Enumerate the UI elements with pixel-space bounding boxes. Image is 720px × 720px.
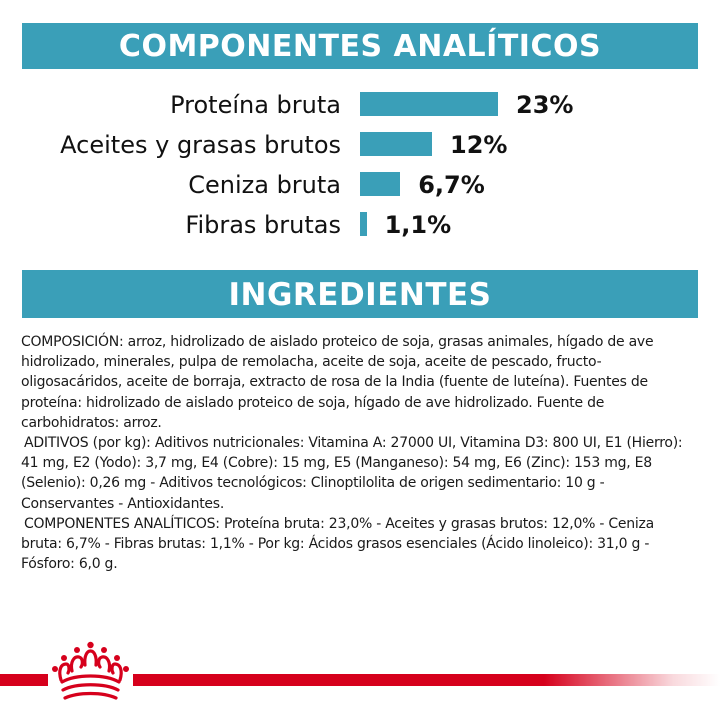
analytics-value-fat: 12% xyxy=(450,131,508,159)
ingredients-title-banner: INGREDIENTES xyxy=(22,270,698,318)
analytics-value-protein: 23% xyxy=(516,91,574,119)
analytics-bar-ash xyxy=(360,172,400,196)
analytics-bar-fat xyxy=(360,132,432,156)
analytics-label-fat: Aceites y grasas brutos xyxy=(60,131,341,159)
analytics-label-protein: Proteína bruta xyxy=(170,91,341,119)
analytics-bar-fiber xyxy=(360,212,367,236)
ingredients-components: COMPONENTES ANALÍTICOS: Proteína bruta: 23,0% - Aceites y grasas brutos: 12,0% - Ceniza bruta: 6,7% - Fibras brutas: 1,1% - Por kg: Ácidos grasos esenciales (Ácido linoleico): 31,0 g - Fósforo: 6,0 g. xyxy=(21,515,654,573)
analytics-value-fiber: 1,1% xyxy=(384,211,452,239)
crown-icon xyxy=(48,640,133,705)
analytics-value-ash: 6,7% xyxy=(418,171,485,199)
ingredients-composition: COMPOSICIÓN: arroz, hidrolizado de aislado proteico de soja, grasas animales, hígado de ave hidrolizado, minerales, pulpa de remolacha, aceite de soja, aceite de pescado, fructo-oligosacáridos, aceite de borraja, extracto de rosa de la India (fuente de luteína). Fuentes de proteína: hidrolizado de aislado proteico de soja, hígado de ave hidrolizado. Fuente de carbohidratos: arroz. xyxy=(21,334,654,431)
analytics-title-banner: COMPONENTES ANALÍTICOS xyxy=(22,23,698,69)
analytics-label-fiber: Fibras brutas xyxy=(185,211,341,239)
footer-red-line-left xyxy=(0,674,48,686)
analytics-bar-protein xyxy=(360,92,498,116)
ingredients-text xyxy=(21,332,691,574)
footer-red-line-right xyxy=(133,674,720,686)
analytics-label-ash: Ceniza bruta xyxy=(188,171,341,199)
ingredients-additives: ADITIVOS (por kg): Aditivos nutricionales: Vitamina A: 27000 UI, Vitamina D3: 800 UI, E1 (Hierro): 41 mg, E2 (Yodo): 3,7 mg, E4 (Cobre): 15 mg, E5 (Manganeso): 54 mg, E6 (Zinc): 153 mg, E8 (Selenio): 0,26 mg - Aditivos tecnológicos: Clinoptilolita de origen sedimentario: 10 g - Conservantes - Antioxidantes. xyxy=(21,435,683,512)
